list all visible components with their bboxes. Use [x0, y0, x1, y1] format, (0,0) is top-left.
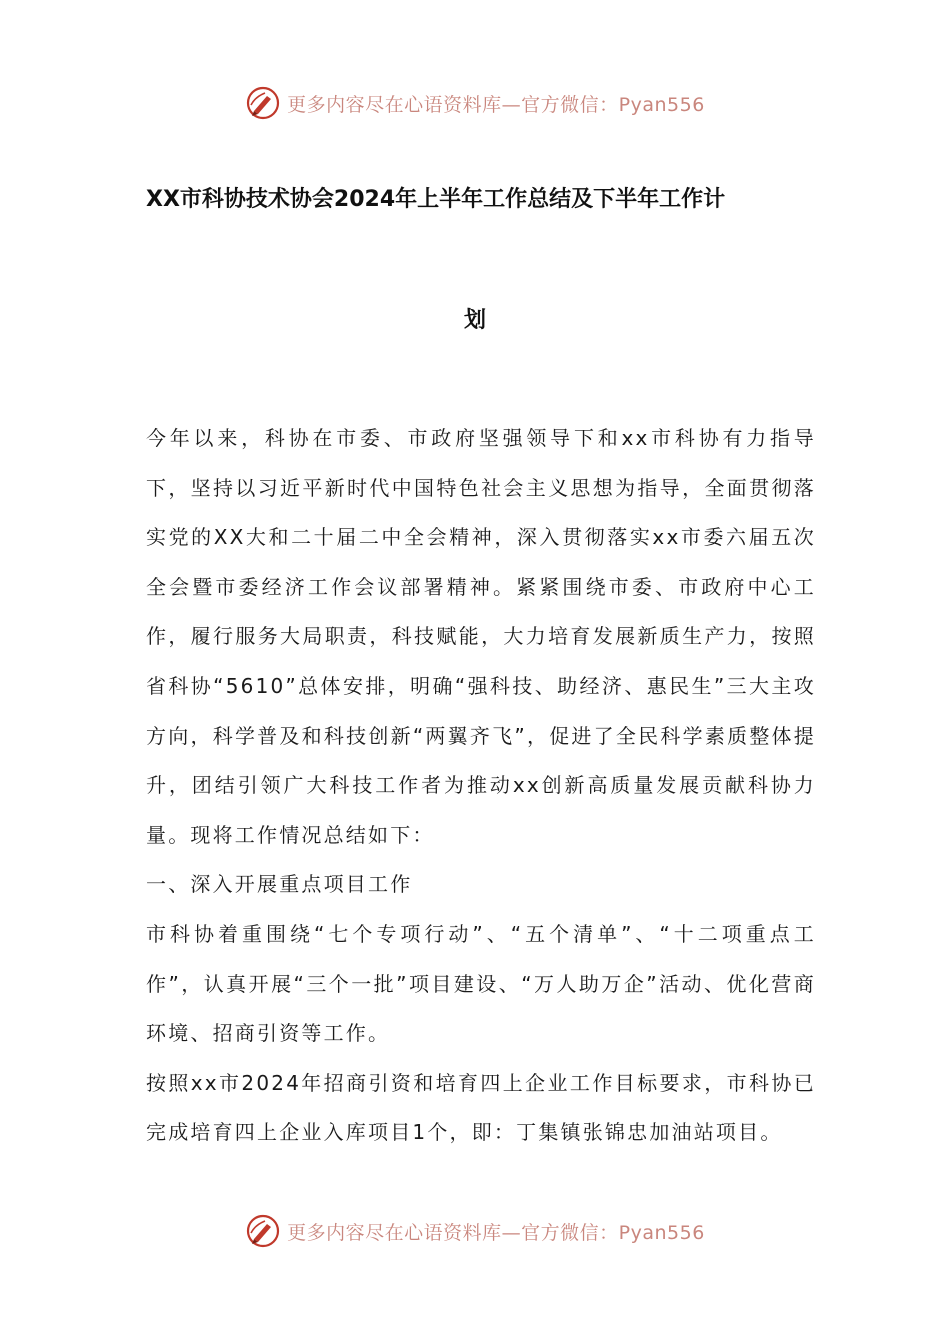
- watermark-text: [287, 90, 705, 117]
- section-heading-1: 一、深入开展重点项目工作: [146, 872, 413, 897]
- paragraph-section1-a: 市科协着重围绕“七个专项行动”、“五个清单”、“十二项重点工作”，认真开展“三个一批”项目建设、“万人助万企”活动、优化营商环境、招商引资等工作。: [146, 921, 816, 1046]
- watermark-text: [287, 1218, 705, 1245]
- watermark-wechat-id: Pyan556: [618, 1221, 705, 1244]
- pen-circle-icon: [245, 1213, 281, 1249]
- paragraph-section1-b: 按照xx市2024年招商引资和培育四上企业工作目标要求，市科协已完成培育四上企业入库项目1个，即：丁集镇张锦忠加油站项目。: [146, 1070, 816, 1145]
- watermark-footer: [0, 1211, 950, 1251]
- pen-circle-icon: [245, 85, 281, 121]
- watermark-wechat-id: Pyan556: [618, 93, 705, 116]
- paragraph-intro: 今年以来，科协在市委、市政府坚强领导下和xx市科协有力指导下，坚持以习近平新时代中国特色社会主义思想为指导，全面贯彻落实党的XX大和二十届二中全会精神，深入贯彻落实xx市委六届五次全会暨市委经济工作会议部署精神。紧紧围绕市委、市政府中心工作，履行服务大局职责，科技赋能，大力培育发展新质生产力，按照省科协“5610”总体安排，明确“强科技、助经济、惠民生”三大主攻方向，科学普及和科技创新“两翼齐飞”，促进了全民科学素质整体提升，团结引领广大科技工作者为推动xx创新高质量发展贡献科协力量。现将工作情况总结如下：: [146, 426, 816, 847]
- watermark-header: [0, 83, 950, 123]
- watermark-label: 更多内容尽在心语资料库—官方微信：: [287, 1221, 619, 1244]
- document-title-line1: XX市科协技术协会2024年上半年工作总结及下半年工作计: [146, 187, 726, 212]
- watermark-label: 更多内容尽在心语资料库—官方微信：: [287, 93, 619, 116]
- document-body: [146, 414, 816, 1158]
- document-title-line2: 划: [463, 308, 486, 333]
